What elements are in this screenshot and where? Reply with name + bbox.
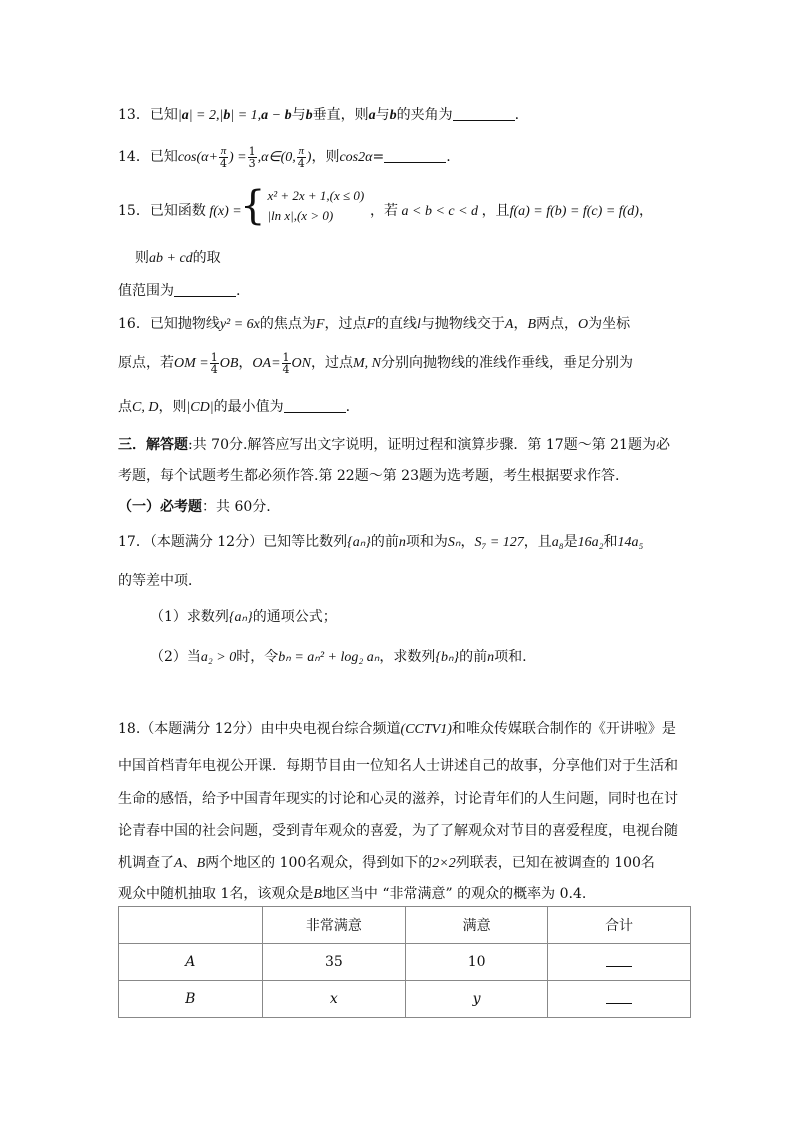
table-cell: A bbox=[119, 944, 263, 981]
answer-blank bbox=[284, 398, 346, 413]
table-header-cell: 合计 bbox=[548, 907, 691, 944]
answer-blank bbox=[384, 148, 446, 163]
table-row bbox=[119, 981, 691, 1018]
question-17-part-1: （1）求数列{aₙ}的通项公式； bbox=[150, 609, 337, 625]
answer-blank bbox=[453, 106, 515, 121]
table-header-cell: 非常满意 bbox=[262, 907, 406, 944]
question-15: 15．已知函数 f(x) = bbox=[118, 203, 242, 219]
question-17-part-2: （2）当a₂ > 0时，令bₙ = aₙ² + log₂ aₙ，求数列{bₙ}的前n项和. bbox=[150, 649, 527, 665]
question-17: 17．（本题满分 12分）已知等比数列{aₙ}的前n项和为Sₙ，S₇ = 127，且a₈是16a₂和14a₅ bbox=[118, 534, 644, 550]
table-header-row bbox=[119, 907, 691, 944]
table-cell-blank bbox=[548, 981, 691, 1018]
question-13: 13．已知|a| = 2,|b| = 1,a − b与b垂直，则a与b的夹角为 . bbox=[118, 107, 520, 123]
table-header-cell: 满意 bbox=[406, 907, 548, 944]
section-3-intro: 三．解答题:共 70分.解答应写出文字说明，证明过程和演算步骤．第 17题～第 21题为必 bbox=[118, 437, 670, 453]
table-cell: x bbox=[262, 981, 406, 1018]
table-header-cell bbox=[119, 907, 263, 944]
question-16: 16．已知抛物线y² = 6x的焦点为F，过点F的直线l与抛物线交于A，B两点，O为坐标 bbox=[118, 316, 631, 332]
table-cell: B bbox=[119, 981, 263, 1018]
question-18: 18.（本题满分 12分）由中央电视台综合频道(CCTV1)和唯众传媒联合制作的《开讲啦》是 bbox=[118, 721, 676, 737]
table-cell-blank bbox=[548, 944, 691, 981]
table-cell: y bbox=[406, 981, 548, 1018]
answer-blank bbox=[174, 282, 236, 297]
table-cell: 10 bbox=[406, 944, 548, 981]
table-cell: 35 bbox=[262, 944, 406, 981]
table-row bbox=[119, 944, 691, 981]
question-14: 14．已知cos(α+ $\frac{\pi}{4}$ ) = $\frac{1}{3}$ ,α∈(0, $\frac{\pi}{4}$ )，则cos2α= . bbox=[118, 144, 451, 170]
contingency-table bbox=[118, 906, 691, 1018]
piecewise-function: { x² + 2x + 1,(x ≤ 0) |ln x|,(x > 0) bbox=[240, 183, 365, 229]
section-3-sub: （一）必考题：共 60分. bbox=[118, 499, 271, 515]
